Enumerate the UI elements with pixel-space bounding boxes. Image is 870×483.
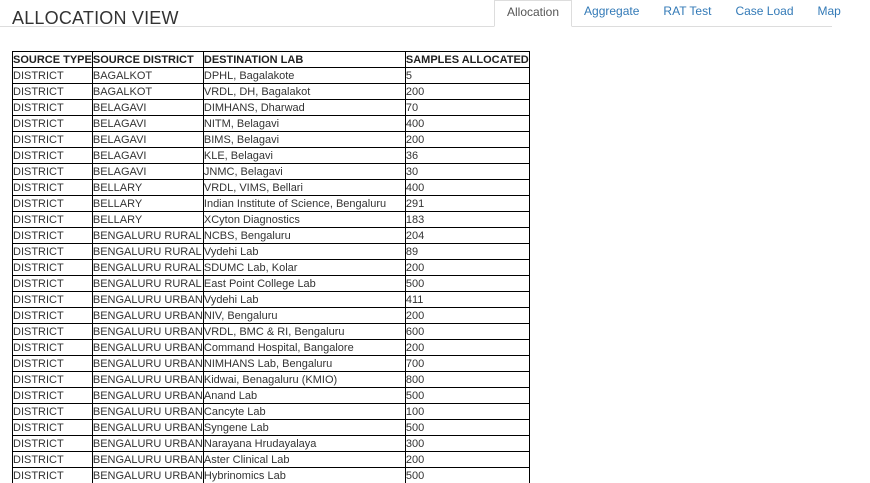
cell-destination-lab: Narayana Hrudayalaya: [203, 436, 405, 452]
cell-source-district: BENGALURU URBAN: [92, 309, 203, 322]
table-row: [13, 196, 530, 212]
cell-samples-allocated: 300: [405, 436, 529, 452]
table-body: [13, 68, 530, 483]
cell-source-district: BENGALURU URBAN: [92, 421, 203, 434]
cell-destination-lab: VRDL, VIMS, Bellari: [203, 180, 405, 196]
cell-samples-allocated: 500: [405, 276, 529, 292]
table-row: [13, 148, 530, 164]
cell-destination-lab: KLE, Belagavi: [203, 148, 405, 164]
cell-destination-lab: SDUMC Lab, Kolar: [203, 260, 405, 276]
cell-source-type: DISTRICT: [13, 276, 93, 292]
cell-source-type: DISTRICT: [13, 148, 93, 164]
cell-source-type: DISTRICT: [13, 388, 93, 404]
cell-samples-allocated: 700: [405, 356, 529, 372]
cell-source-district: BENGALURU URBAN: [92, 325, 203, 338]
allocation-table-wrapper: [12, 51, 530, 483]
cell-source-district: BENGALURU RURAL: [92, 229, 202, 242]
table-row: [13, 132, 530, 148]
cell-source-type: DISTRICT: [13, 436, 93, 452]
tab-rat-test[interactable]: RAT Test: [663, 4, 712, 18]
cell-source-district: BENGALURU RURAL: [92, 245, 202, 258]
cell-source-district: BENGALURU URBAN: [92, 405, 203, 418]
table-row: [13, 308, 530, 324]
cell-destination-lab: Cancyte Lab: [203, 404, 405, 420]
cell-samples-allocated: 100: [405, 404, 529, 420]
cell-source-district: BENGALURU URBAN: [92, 341, 203, 354]
cell-destination-lab: DIMHANS, Dharwad: [203, 100, 405, 116]
tab-allocation[interactable]: Allocation: [494, 0, 572, 27]
table-row: [13, 68, 530, 84]
cell-destination-lab: Aster Clinical Lab: [203, 452, 405, 468]
table-row: [13, 292, 530, 308]
cell-source-district: BENGALURU URBAN: [92, 437, 203, 450]
cell-source-district: BENGALURU URBAN: [92, 453, 203, 466]
cell-samples-allocated: 500: [405, 388, 529, 404]
cell-destination-lab: Anand Lab: [203, 388, 405, 404]
cell-source-district: BELAGAVI: [92, 100, 203, 116]
cell-destination-lab: VRDL, BMC & RI, Bengaluru: [203, 324, 405, 340]
cell-source-type: DISTRICT: [13, 212, 93, 228]
cell-destination-lab: Syngene Lab: [203, 420, 405, 436]
table-row: [13, 276, 530, 292]
cell-samples-allocated: 400: [405, 116, 529, 132]
cell-source-district: BENGALURU URBAN: [92, 373, 203, 386]
table-row: [13, 372, 530, 388]
cell-source-district: BELAGAVI: [92, 148, 203, 164]
cell-source-type: DISTRICT: [13, 324, 93, 340]
cell-destination-lab: BIMS, Belagavi: [203, 132, 405, 148]
cell-samples-allocated: 70: [405, 100, 529, 116]
cell-source-type: DISTRICT: [13, 132, 93, 148]
cell-destination-lab: Vydehi Lab: [203, 292, 405, 308]
cell-samples-allocated: 500: [405, 420, 529, 436]
cell-source-district: BAGALKOT: [92, 68, 203, 84]
cell-source-type: DISTRICT: [13, 372, 93, 388]
cell-source-district: BELAGAVI: [92, 164, 203, 180]
cell-samples-allocated: 200: [405, 84, 529, 100]
cell-destination-lab: Indian Institute of Science, Bengaluru: [203, 196, 405, 212]
cell-destination-lab: NIV, Bengaluru: [203, 308, 405, 324]
cell-source-type: DISTRICT: [13, 196, 93, 212]
cell-samples-allocated: 36: [405, 148, 529, 164]
page-header: [0, 0, 841, 28]
table-row: [13, 228, 530, 244]
cell-source-district: BENGALURU RURAL: [92, 277, 202, 290]
table-row: [13, 436, 530, 452]
cell-source-type: DISTRICT: [13, 68, 93, 84]
cell-source-type: DISTRICT: [13, 244, 93, 260]
column-header-samples-allocated: SAMPLES ALLOCATED: [405, 53, 529, 66]
cell-source-district: BENGALURU URBAN: [92, 357, 203, 370]
cell-destination-lab: Kidwai, Benagaluru (KMIO): [203, 372, 405, 388]
cell-samples-allocated: 800: [405, 372, 529, 388]
table-row: [13, 164, 530, 180]
cell-destination-lab: VRDL, DH, Bagalakot: [203, 84, 405, 100]
cell-destination-lab: Hybrinomics Lab: [203, 468, 405, 483]
cell-source-type: DISTRICT: [13, 292, 93, 308]
cell-samples-allocated: 600: [405, 324, 529, 340]
cell-destination-lab: JNMC, Belagavi: [203, 164, 405, 180]
cell-source-district: BENGALURU URBAN: [92, 389, 203, 402]
cell-destination-lab: DPHL, Bagalakote: [203, 68, 405, 84]
cell-samples-allocated: 291: [405, 196, 529, 212]
cell-source-type: DISTRICT: [13, 404, 93, 420]
table-row: [13, 324, 530, 340]
cell-samples-allocated: 200: [405, 132, 529, 148]
table-row: [13, 452, 530, 468]
page-title: ALLOCATION VIEW: [12, 8, 179, 28]
table-row: [13, 212, 530, 228]
cell-samples-allocated: 30: [405, 164, 529, 180]
cell-samples-allocated: 411: [405, 292, 529, 308]
tab-map[interactable]: Map: [817, 4, 841, 18]
cell-destination-lab: East Point College Lab: [203, 276, 405, 292]
table-header-row: [13, 52, 530, 68]
cell-source-district: BENGALURU URBAN: [92, 293, 203, 306]
cell-destination-lab: Command Hospital, Bangalore: [203, 340, 405, 356]
cell-source-district: BELLARY: [92, 180, 203, 196]
cell-samples-allocated: 5: [405, 68, 529, 84]
cell-source-district: BAGALKOT: [92, 84, 203, 100]
tab-case-load[interactable]: Case Load: [735, 4, 794, 18]
cell-source-type: DISTRICT: [13, 164, 93, 180]
column-header-source-district: SOURCE DISTRICT: [92, 52, 203, 68]
cell-source-type: DISTRICT: [13, 228, 93, 244]
cell-source-type: DISTRICT: [13, 260, 93, 276]
table-row: [13, 420, 530, 436]
table-row: [13, 388, 530, 404]
table-row: [13, 244, 530, 260]
cell-source-type: DISTRICT: [13, 452, 93, 468]
tab-bar: [494, 0, 853, 27]
cell-samples-allocated: 200: [405, 308, 529, 324]
allocation-table: [12, 51, 530, 483]
table-row: [13, 100, 530, 116]
table-row: [13, 356, 530, 372]
cell-destination-lab: NITM, Belagavi: [203, 116, 405, 132]
cell-samples-allocated: 200: [405, 452, 529, 468]
cell-destination-lab: XCyton Diagnostics: [203, 212, 405, 228]
table-row: [13, 260, 530, 276]
cell-samples-allocated: 500: [405, 468, 529, 483]
cell-destination-lab: Vydehi Lab: [203, 244, 405, 260]
cell-source-type: DISTRICT: [13, 356, 93, 372]
column-header-destination-lab: DESTINATION LAB: [203, 52, 405, 68]
cell-source-district: BENGALURU URBAN: [92, 469, 203, 482]
cell-source-type: DISTRICT: [13, 116, 93, 132]
cell-source-type: DISTRICT: [13, 340, 93, 356]
cell-source-type: DISTRICT: [13, 180, 93, 196]
cell-samples-allocated: 200: [405, 340, 529, 356]
cell-destination-lab: NIMHANS Lab, Bengaluru: [203, 356, 405, 372]
cell-source-district: BELLARY: [92, 196, 203, 212]
tab-aggregate[interactable]: Aggregate: [584, 4, 640, 18]
cell-samples-allocated: 400: [405, 180, 529, 196]
cell-source-district: BELLARY: [92, 212, 203, 228]
cell-source-type: DISTRICT: [13, 308, 93, 324]
cell-samples-allocated: 204: [405, 228, 529, 244]
cell-samples-allocated: 183: [405, 212, 529, 228]
table-row: [13, 468, 530, 483]
table-row: [13, 340, 530, 356]
table-row: [13, 84, 530, 100]
column-header-source-type: SOURCE TYPE: [13, 53, 92, 66]
table-row: [13, 116, 530, 132]
table-row: [13, 404, 530, 420]
cell-source-type: DISTRICT: [13, 468, 93, 483]
cell-samples-allocated: 89: [405, 244, 529, 260]
cell-samples-allocated: 200: [405, 260, 529, 276]
cell-source-district: BENGALURU RURAL: [92, 261, 202, 274]
cell-destination-lab: NCBS, Bengaluru: [203, 228, 405, 244]
cell-source-type: DISTRICT: [13, 420, 93, 436]
cell-source-district: BELAGAVI: [92, 132, 203, 148]
cell-source-type: DISTRICT: [13, 84, 93, 100]
table-row: [13, 180, 530, 196]
cell-source-type: DISTRICT: [13, 100, 93, 116]
cell-source-district: BELAGAVI: [92, 116, 203, 132]
